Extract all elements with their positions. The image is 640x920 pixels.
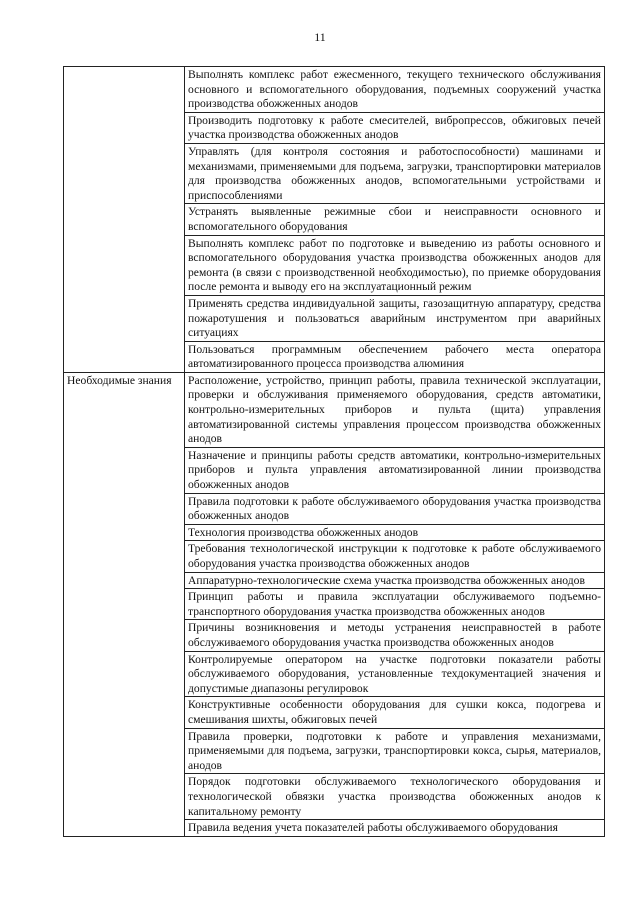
section-label bbox=[64, 67, 185, 373]
requirement-cell: Производить подготовку к работе смесителей, вибропрессов, обжиговых печей участка производства обожженных анодов bbox=[185, 112, 605, 143]
requirement-cell: Выполнять комплекс работ ежесменного, текущего технического обслуживания основного и вспомогательного оборудования, подъемных сооружений участка производства обожженных анодов bbox=[185, 67, 605, 113]
requirement-cell: Устранять выявленные режимные сбои и неисправности основного и вспомогательного оборудования bbox=[185, 204, 605, 235]
requirement-cell: Аппаратурно-технологические схема участка производства обожженных анодов bbox=[185, 572, 605, 589]
requirement-cell: Расположение, устройство, принцип работы, правила технической эксплуатации, проверки и обслуживания применяемого оборудования, средств автоматики, контрольно-измерительных приборов и пульта (щита) управления автоматизированной системы управления процессом производства обожженных анодов bbox=[185, 372, 605, 447]
requirement-cell: Требования технологической инструкции к подготовке к работе обслуживаемого оборудования участка производства обожженных анодов bbox=[185, 541, 605, 572]
table-body bbox=[64, 67, 605, 837]
requirement-cell: Конструктивные особенности оборудования для сушки кокса, подогрева и смешивания шихты, обжиговых печей bbox=[185, 697, 605, 728]
requirement-cell: Технология производства обожженных анодов bbox=[185, 524, 605, 541]
requirement-cell: Выполнять комплекс работ по подготовке и выведению из работы основного и вспомогательного оборудования участка производства обожженных анодов для ремонта (в связи с производственной необходимостью), по приемке оборудования после ремонта и выводу его на эксплуатационный режим bbox=[185, 235, 605, 295]
requirement-cell: Правила подготовки к работе обслуживаемого оборудования участка производства обожженных анодов bbox=[185, 493, 605, 524]
page-number: 11 bbox=[314, 30, 326, 44]
table-row bbox=[64, 372, 605, 447]
requirement-cell: Причины возникновения и методы устранения неисправностей в работе обслуживаемого оборудования участка производства обожженных анодов bbox=[185, 620, 605, 651]
requirement-cell: Порядок подготовки обслуживаемого технологического оборудования и технологической обвязки участка производства обожженных анодов к капитальному ремонту bbox=[185, 774, 605, 820]
section-label: Необходимые знания bbox=[64, 372, 185, 836]
requirement-cell: Правила ведения учета показателей работы обслуживаемого оборудования bbox=[185, 820, 605, 837]
requirement-cell: Принцип работы и правила эксплуатации обслуживаемого подъемно-транспортного оборудования участка производства обожженных анодов bbox=[185, 589, 605, 620]
competency-table bbox=[63, 66, 605, 837]
table-row bbox=[64, 67, 605, 113]
requirement-cell: Управлять (для контроля состояния и работоспособности) машинами и механизмами, применяемыми для подъема, загрузки, транспортировки материалов для производства обожженных анодов, вспомогательными устройствами и приспособлениями bbox=[185, 143, 605, 203]
requirement-cell: Назначение и принципы работы средств автоматики, контрольно-измерительных приборов и пульта управления автоматизированной линии производства обожженных анодов bbox=[185, 447, 605, 493]
requirement-cell: Правила проверки, подготовки к работе и управления механизмами, применяемыми для подъема, загрузки, транспортировки кокса, сырья, материалов, анодов bbox=[185, 728, 605, 774]
requirement-cell: Применять средства индивидуальной защиты, газозащитную аппаратуру, средства пожаротушения и пользоваться аварийным инструментом при аварийных ситуациях bbox=[185, 295, 605, 341]
requirement-cell: Контролируемые оператором на участке подготовки показатели работы обслуживаемого оборудования, установленные техдокументацией значения и допустимые диапазоны регулировок bbox=[185, 651, 605, 697]
requirement-cell: Пользоваться программным обеспечением рабочего места оператора автоматизированного процесса производства алюминия bbox=[185, 341, 605, 372]
